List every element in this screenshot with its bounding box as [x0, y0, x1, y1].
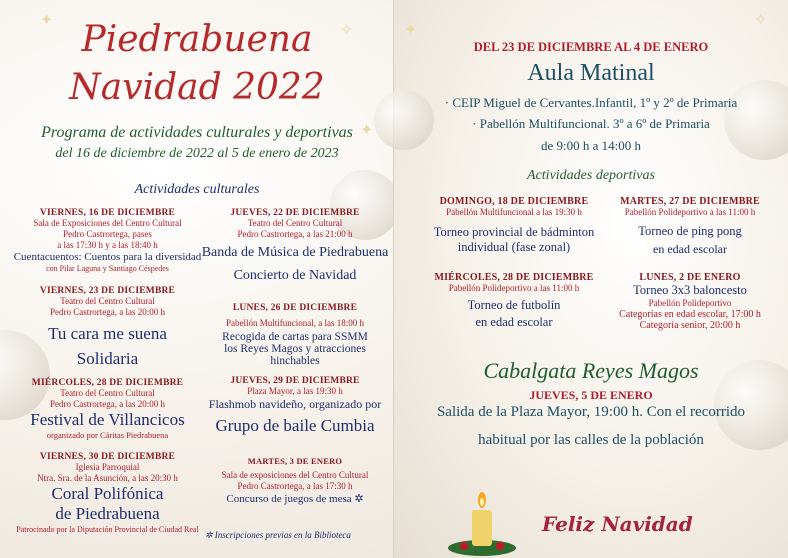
event-date: VIERNES, 23 DE DICIEMBRE — [39, 286, 176, 296]
event-title: Tu cara me suena — [48, 324, 167, 343]
sport-date: MARTES, 27 DE DICIEMBRE — [620, 196, 760, 207]
event-extra: con Pilar Laguna y Santiago Céspedes — [46, 264, 169, 273]
event-time: a las 17:30 h y a las 18:40 h — [57, 240, 158, 250]
event-title: Coral Polifónica — [51, 484, 164, 503]
event-card — [10, 286, 205, 369]
event-date: VIERNES, 30 DE DICIEMBRE — [39, 452, 176, 462]
event-title: Flashmob navideño, organizado por — [208, 397, 382, 411]
event-place: Plaza Mayor, a las 19:30 h — [247, 386, 343, 396]
event-title: de Piedrabuena — [55, 504, 160, 523]
event-date: JUEVES, 22 DE DICIEMBRE — [230, 208, 360, 218]
event-title: Banda de Música de Piedrabuena — [201, 245, 389, 260]
title-line1: Piedrabuena — [81, 19, 313, 60]
event-card — [10, 208, 205, 274]
aula-date-range: DEL 23 DE DICIEMBRE AL 4 DE ENERO — [473, 40, 709, 54]
footnote — [205, 530, 351, 541]
star-icon: ✧ — [340, 22, 354, 39]
star-icon: ✦ — [360, 122, 374, 139]
event-time: Pedro Castrortega, a las 20:00 h — [50, 307, 165, 317]
sport-date: LUNES, 2 DE ENERO — [639, 272, 741, 283]
event-extra: organizado por Cáritas Piedrabuena — [46, 430, 169, 440]
section-cultural: Actividades culturales — [134, 182, 260, 197]
event-place: Pedro Castrortega, pases — [63, 229, 152, 239]
event-card — [10, 378, 205, 441]
asterisk-icon: ✲ — [205, 530, 213, 540]
event-time: Pedro Castrortega, a las 17:30 h — [237, 481, 353, 491]
event-card — [200, 303, 390, 367]
event-extra: Patrocinado por la Diputación Provincial de Ciudad Real — [16, 525, 199, 534]
cabalgata-line2: habitual por las calles de la población — [478, 432, 704, 448]
event-title: los Reyes Magos y atracciones hinchables — [224, 343, 366, 367]
sport-card — [602, 272, 778, 331]
event-title: Cuentacuentos: Cuentos para la diversidad — [13, 251, 202, 263]
event-place: Iglesia Parroquial — [75, 462, 140, 472]
event-place: Sala de Exposiciones del Centro Cultural — [33, 218, 182, 228]
sport-title: individual (fase zonal) — [457, 240, 571, 254]
event-place: Teatro del Centro Cultural — [247, 218, 343, 228]
event-title: Concierto de Navidad — [233, 268, 357, 283]
event-time: Pedro Castrortega, a las 21:00 h — [237, 229, 353, 239]
event-card — [10, 452, 205, 535]
sport-place: Pabellón Polideportivo a las 11:00 h — [624, 207, 756, 217]
subtitle-line1: Programa de actividades culturales y deportivas — [41, 124, 353, 141]
event-title: Solidaria — [76, 349, 139, 368]
event-place: Teatro del Centro Cultural — [60, 296, 155, 306]
event-date: JUEVES, 29 DE DICIEMBRE — [230, 376, 360, 386]
star-icon: ✦ — [404, 22, 418, 39]
event-title: Festival de Villancicos — [30, 410, 185, 429]
event-title: Concurso de juegos de mesa — [226, 493, 352, 505]
aula-line1: · CEIP Miguel de Cervantes.Infantil, 1º y 2º de Primaria — [444, 95, 738, 110]
cabalgata-title: Cabalgata Reyes Magos — [483, 358, 699, 383]
event-time: Ntra. Sra. de la Asunción, a las 20:30 h — [37, 473, 178, 483]
sport-card — [602, 196, 778, 257]
aula-line2: · Pabellón Multifuncional. 3º a 6º de Primaria — [472, 116, 710, 131]
footnote-text: Inscripciones previas en la Biblioteca — [214, 530, 351, 540]
star-icon: ✧ — [754, 12, 768, 29]
event-time: Pedro Castrortega, a las 20:00 h — [50, 399, 165, 409]
sport-title: en edad escolar — [475, 315, 553, 329]
sport-place: Pabellón Polideportivo — [648, 298, 732, 308]
section-sports: Actividades deportivas — [527, 168, 655, 183]
sport-category: Categorías en edad escolar, 17:00 h — [619, 309, 761, 320]
sport-date: DOMINGO, 18 DE DICIEMBRE — [439, 196, 589, 207]
event-card — [200, 376, 390, 436]
aula-time: de 9:00 h a 14:00 h — [540, 138, 641, 153]
event-date: VIERNES, 16 DE DICIEMBRE — [39, 208, 176, 218]
cabalgata-line1: Salida de la Plaza Mayor, 19:00 h. Con el recorrido — [436, 404, 746, 420]
sport-title: Torneo provincial de bádminton — [433, 225, 595, 239]
event-card — [200, 456, 390, 505]
cabalgata-date: JUEVES, 5 DE ENERO — [529, 388, 653, 402]
event-title: Grupo de baile Cumbia — [215, 416, 375, 435]
event-card — [200, 208, 390, 284]
event-date: MIÉRCOLES, 28 DE DICIEMBRE — [31, 378, 184, 388]
sport-card — [404, 272, 624, 330]
sport-card — [404, 196, 624, 255]
sport-date: MIÉRCOLES, 28 DE DICIEMBRE — [434, 272, 594, 283]
sport-title: en edad escolar — [653, 242, 727, 256]
event-place: Teatro del Centro Cultural — [60, 388, 155, 398]
candle-icon — [442, 488, 522, 558]
title-line2: Navidad 2022 — [69, 67, 325, 108]
aula-title: Aula Matinal — [527, 60, 655, 86]
event-place: Pabellón Multifuncional, a las 18:00 h — [226, 318, 364, 328]
sport-title: Torneo de ping pong — [638, 224, 742, 238]
star-icon: ✦ — [40, 12, 54, 29]
right-panel — [394, 0, 788, 558]
event-place: Sala de exposiciones del Centro Cultural — [221, 470, 369, 480]
feliz-navidad: Feliz Navidad — [542, 512, 693, 536]
event-date: LUNES, 26 DE DICIEMBRE — [232, 303, 358, 313]
asterisk-icon: ✲ — [354, 493, 364, 505]
sport-place: Pabellón Polideportivo a las 11:00 h — [448, 283, 580, 293]
sport-place: Pabellón Multifuncional a las 19:30 h — [446, 207, 582, 217]
event-date: MARTES, 3 DE ENERO — [247, 456, 343, 466]
sport-category: Categoría senior, 20:00 h — [639, 320, 741, 331]
subtitle-line2: del 16 de diciembre de 2022 al 5 de enero de 2023 — [55, 146, 339, 161]
sport-title: Torneo 3x3 baloncesto — [633, 283, 747, 297]
sport-title: Torneo de futbolín — [467, 298, 561, 312]
event-title: Recogida de cartas para SSMM — [222, 331, 368, 343]
